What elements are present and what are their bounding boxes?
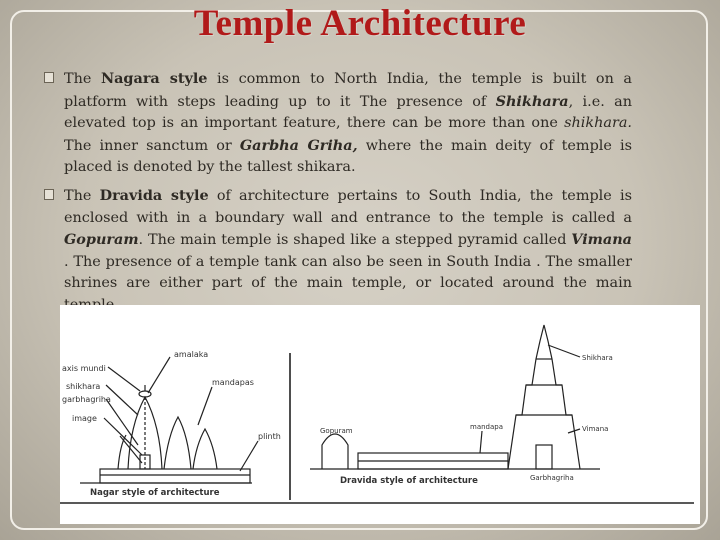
bullet-box-icon xyxy=(44,72,54,83)
dravida-gopuram-shape xyxy=(322,434,348,469)
text-run: is common to North India, the temple is built on a platform with steps leading up to it The presence of xyxy=(64,71,632,110)
label-dravida-garbhagriha: Garbhagriha xyxy=(530,474,574,482)
label-image: image xyxy=(72,414,97,423)
label-amalaka: amalaka xyxy=(174,350,209,359)
label-plinth: plinth xyxy=(258,432,281,441)
leader-line xyxy=(198,387,212,425)
nagara-mandapa-dome-2 xyxy=(193,429,217,469)
label-vimana: Vimana xyxy=(582,425,609,433)
text-run: . The presence of a temple tank can also be seen in South India . The smaller shrines are either part of the main temple, or located around the main xyxy=(64,253,632,292)
dravida-garbhagriha-shape xyxy=(536,445,552,469)
text-run: of architecture pertains to South India, the temple is enclosed with in a boundary wall and entrance to the temple is called a xyxy=(64,187,632,226)
text-run: . The main temple is shaped like a stepped pyramid called xyxy=(138,232,572,249)
text-run: , i.e. an elevated top is an important feature, there can be more than one xyxy=(64,93,632,132)
label-shikhara: shikhara xyxy=(66,382,101,391)
temple-diagram-svg xyxy=(60,305,700,524)
bullet-dravida-text xyxy=(64,185,632,317)
dravida-caption: Dravida style of architecture xyxy=(340,476,478,486)
label-garbhagriha: garbhagriha xyxy=(62,395,111,404)
nagara-caption: Nagar style of architecture xyxy=(90,488,220,498)
leader-line xyxy=(148,357,170,393)
bullet-nagara xyxy=(44,68,632,179)
temple-diagram xyxy=(60,305,700,524)
label-axis-mundi: axis mundi xyxy=(62,364,106,373)
dravida-temple-drawing xyxy=(310,325,600,469)
leader-line xyxy=(480,431,482,453)
text-run: where the main deity of temple is placed is denoted by the tallest shikara. xyxy=(64,137,632,176)
label-dravida-shikhara: Shikhara xyxy=(582,354,613,362)
text-run: The xyxy=(64,187,100,204)
label-mandapas: mandapas xyxy=(212,378,254,387)
text-run: Gopuram xyxy=(64,231,139,249)
slide-title: Temple Architecture xyxy=(193,3,527,44)
text-run: Vimana xyxy=(571,231,632,249)
nagara-sub-shikhara xyxy=(118,435,126,469)
nagara-plinth xyxy=(100,469,250,483)
text-run: Dravida style xyxy=(99,186,209,204)
label-gopuram: Gopuram xyxy=(320,427,353,435)
bullet-nagara-text xyxy=(64,68,632,179)
text-run: Garbha Griha, xyxy=(239,136,358,154)
text-run: The inner sanctum or xyxy=(64,137,240,154)
dravida-vimana-shape xyxy=(508,325,580,469)
leader-line xyxy=(240,441,258,471)
nagara-mandapa-dome-1 xyxy=(164,417,191,469)
text-run: Nagara style xyxy=(100,70,208,87)
bullet-list xyxy=(44,68,632,323)
leader-line xyxy=(548,345,580,357)
text-run: Shikhara xyxy=(495,92,569,110)
bullet-dravida xyxy=(44,185,632,317)
label-mandapa: mandapa xyxy=(470,423,504,431)
leader-line xyxy=(108,367,140,391)
text-run: The xyxy=(64,71,101,87)
nagara-temple-drawing xyxy=(80,357,258,483)
bullet-box-icon xyxy=(44,189,54,200)
text-run: shikhara. xyxy=(564,115,632,132)
